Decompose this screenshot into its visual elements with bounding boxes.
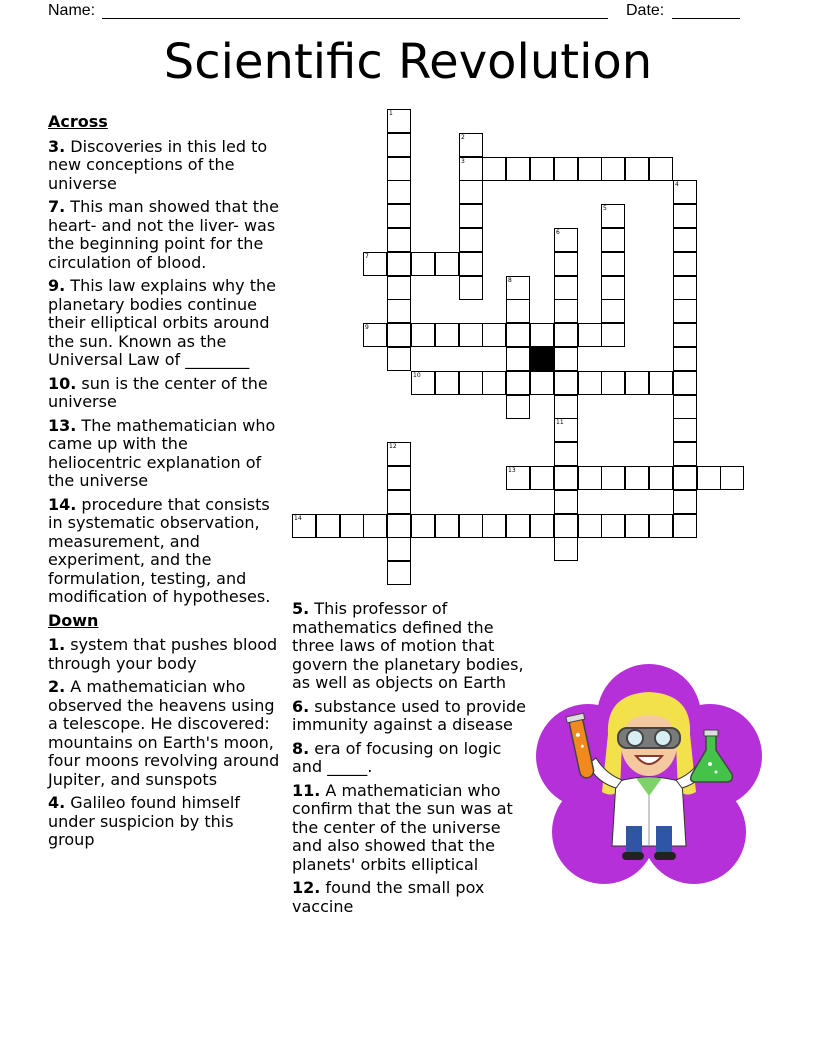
crossword-cell[interactable]: [673, 418, 697, 442]
crossword-cell[interactable]: [506, 514, 530, 538]
crossword-cell[interactable]: [554, 537, 578, 561]
crossword-cell[interactable]: [601, 157, 625, 181]
crossword-cell[interactable]: [387, 537, 411, 561]
clue-item: [48, 496, 284, 607]
crossword-cell[interactable]: [506, 299, 530, 323]
crossword-cell[interactable]: [387, 442, 411, 466]
crossword-cell[interactable]: [673, 323, 697, 347]
clue-item: [292, 879, 528, 916]
crossword-cell[interactable]: [459, 252, 483, 276]
crossword-cell[interactable]: [387, 466, 411, 490]
crossword-cell[interactable]: [578, 466, 602, 490]
crossword-cell[interactable]: [554, 157, 578, 181]
clue-text: A mathematician who observed the heavens using a telescope. He discovered: mountains on Earth's moon, four moons revolving around Jupiter, and sunspots: [48, 677, 280, 789]
crossword-cell[interactable]: [340, 514, 364, 538]
cell-number: 12: [389, 443, 397, 450]
crossword-cell[interactable]: [673, 299, 697, 323]
crossword-cell[interactable]: [601, 276, 625, 300]
clue-number: 2.: [48, 677, 66, 696]
crossword-cell[interactable]: [387, 252, 411, 276]
down-heading: Down: [48, 610, 99, 630]
clue-text: This professor of mathematics defined the three laws of motion that govern the planetary bodies, as well as objects on Earth: [292, 599, 524, 692]
clue-text: This man showed that the heart- and not the liver- was the beginning point for the circulation of blood.: [48, 197, 279, 272]
crossword-cell[interactable]: [578, 514, 602, 538]
crossword-cell[interactable]: [554, 418, 578, 442]
crossword-cell[interactable]: [673, 252, 697, 276]
cell-number: 3: [461, 158, 465, 165]
cell-number: 2: [461, 134, 465, 141]
crossword-cell[interactable]: [506, 157, 530, 181]
crossword-cell[interactable]: [387, 561, 411, 585]
crossword-cell[interactable]: [649, 514, 673, 538]
crossword-cell[interactable]: [387, 347, 411, 371]
cell-number: 4: [675, 181, 679, 188]
cell-number: 10: [413, 372, 421, 379]
crossword-cell[interactable]: [554, 466, 578, 490]
crossword-cell[interactable]: [554, 228, 578, 252]
crossword-cell[interactable]: [482, 514, 506, 538]
crossword-cell[interactable]: [506, 466, 530, 490]
scientist-girl-icon: [536, 664, 762, 890]
crossword-cell[interactable]: [411, 252, 435, 276]
crossword-cell[interactable]: [673, 442, 697, 466]
header: [48, 2, 740, 22]
clue-number: 13.: [48, 415, 77, 435]
clue-number: 8.: [292, 738, 310, 758]
cell-number: 13: [508, 467, 516, 474]
clue-number: 10.: [48, 373, 77, 393]
clue-number: 4.: [48, 793, 66, 812]
clue-text: The mathematician who came up with the heliocentric explanation of the universe: [48, 415, 276, 490]
crossword-cell[interactable]: [482, 323, 506, 347]
crossword-cell[interactable]: [554, 323, 578, 347]
crossword-cell[interactable]: [411, 371, 435, 395]
clue-text: system that pushes blood through your body: [48, 635, 278, 673]
clue-item: [292, 600, 528, 693]
cell-number: 11: [556, 419, 564, 426]
crossword-cell[interactable]: [435, 323, 459, 347]
crossword-cell[interactable]: [601, 514, 625, 538]
crossword-cell[interactable]: [387, 514, 411, 538]
clue-number: 3.: [48, 136, 66, 156]
crossword-cell[interactable]: [530, 514, 554, 538]
clue-number: 12.: [292, 878, 321, 897]
crossword-cell[interactable]: [554, 276, 578, 300]
crossword-cell[interactable]: [387, 228, 411, 252]
crossword-cell[interactable]: [459, 371, 483, 395]
crossword-cell[interactable]: [459, 228, 483, 252]
crossword-cell[interactable]: [649, 371, 673, 395]
crossword-cell[interactable]: [530, 157, 554, 181]
down-clue-list-right: [292, 600, 528, 916]
down-clue-list-left: [48, 636, 284, 850]
crossword-cell[interactable]: [554, 395, 578, 419]
crossword-cell[interactable]: [554, 442, 578, 466]
crossword-cell[interactable]: [673, 466, 697, 490]
cell-number: 6: [556, 229, 560, 236]
crossword-cell[interactable]: [673, 228, 697, 252]
crossword-cell[interactable]: [435, 252, 459, 276]
crossword-cell[interactable]: [601, 323, 625, 347]
crossword-cell[interactable]: [363, 323, 387, 347]
crossword-cell[interactable]: [387, 490, 411, 514]
crossword-cell[interactable]: [435, 514, 459, 538]
crossword-cell[interactable]: [482, 157, 506, 181]
crossword-cell[interactable]: [578, 323, 602, 347]
crossword-cell[interactable]: [554, 252, 578, 276]
clue-number: 5.: [292, 599, 310, 618]
clue-number: 1.: [48, 635, 66, 654]
clue-text: Discoveries in this led to new conceptions of the universe: [48, 136, 268, 193]
crossword-cell[interactable]: [554, 371, 578, 395]
clue-item: [48, 375, 284, 412]
crossword-cell[interactable]: [649, 466, 673, 490]
date-line[interactable]: [672, 18, 740, 19]
crossword-cell[interactable]: [387, 299, 411, 323]
crossword-cell[interactable]: [601, 228, 625, 252]
clue-text: found the small pox vaccine: [292, 878, 485, 916]
crossword-cell[interactable]: [506, 371, 530, 395]
crossword-cell[interactable]: [601, 466, 625, 490]
crossword-cell[interactable]: [411, 323, 435, 347]
cell-number: 8: [508, 277, 512, 284]
left-clue-column: [48, 113, 284, 855]
crossword-cell[interactable]: [625, 466, 649, 490]
clue-text: sun is the center of the universe: [48, 373, 268, 411]
clue-number: 9.: [48, 276, 66, 295]
crossword-cell[interactable]: [673, 371, 697, 395]
crossword-cell[interactable]: [316, 514, 340, 538]
cell-number: 5: [603, 205, 607, 212]
clue-item: [48, 794, 284, 850]
crossword-cell[interactable]: [482, 371, 506, 395]
clue-number: 11.: [292, 780, 321, 800]
clue-item: [292, 782, 528, 875]
crossword-cell[interactable]: [578, 371, 602, 395]
page-title: Scientific Revolution: [163, 34, 653, 90]
clue-item: [292, 740, 528, 777]
crossword-cell[interactable]: [363, 514, 387, 538]
clue-item: [48, 198, 284, 272]
crossword-cell[interactable]: [506, 347, 530, 371]
clue-item: [48, 636, 284, 673]
crossword-cell[interactable]: [506, 395, 530, 419]
clue-text: This law explains why the planetary bodies continue their elliptical orbits around the sun. Known as the Universal Law of ________: [48, 276, 276, 369]
crossword-cell[interactable]: [601, 204, 625, 228]
crossword-cell[interactable]: [387, 323, 411, 347]
crossword-cell[interactable]: [363, 252, 387, 276]
crossword-cell[interactable]: [601, 371, 625, 395]
clue-item: [292, 698, 528, 735]
clue-item: [48, 277, 284, 370]
middle-clue-column: [292, 600, 528, 921]
clue-item: [48, 138, 284, 194]
crossword-cell[interactable]: [506, 276, 530, 300]
crossword-cell[interactable]: [554, 347, 578, 371]
crossword-cell[interactable]: [411, 514, 435, 538]
crossword-cell[interactable]: [435, 371, 459, 395]
name-line[interactable]: [102, 18, 608, 19]
clue-text: substance used to provide immunity against a disease: [292, 696, 527, 734]
crossword-cell[interactable]: [459, 204, 483, 228]
across-clue-list: [48, 138, 284, 607]
crossword-cell[interactable]: [554, 299, 578, 323]
across-heading: Across: [48, 112, 108, 131]
crossword-cell[interactable]: [578, 157, 602, 181]
cell-number: 7: [365, 253, 369, 260]
cell-number: 9: [365, 324, 369, 331]
clue-number: 14.: [48, 494, 77, 514]
clue-text: era of focusing on logic and _____.: [292, 738, 502, 776]
date-label: Date:: [626, 2, 665, 19]
crossword-cell[interactable]: [530, 466, 554, 490]
crossword-cell[interactable]: [387, 109, 411, 133]
crossword-cell[interactable]: [459, 180, 483, 204]
crossword-cell[interactable]: [625, 157, 649, 181]
crossword-cell[interactable]: [720, 466, 744, 490]
crossword-cell[interactable]: [459, 276, 483, 300]
crossword-cell[interactable]: [459, 514, 483, 538]
crossword-cell[interactable]: [697, 466, 721, 490]
crossword-cell[interactable]: [673, 395, 697, 419]
crossword-cell[interactable]: [673, 490, 697, 514]
crossword-cell[interactable]: [387, 157, 411, 181]
crossword-black-cell: [530, 347, 554, 371]
clue-number: 7.: [48, 197, 66, 216]
crossword-cell[interactable]: [459, 323, 483, 347]
crossword-cell[interactable]: [530, 371, 554, 395]
crossword-cell[interactable]: [625, 514, 649, 538]
clue-text: Galileo found himself under suspicion by this group: [48, 793, 240, 849]
crossword-cell[interactable]: [673, 347, 697, 371]
crossword-cell[interactable]: [673, 514, 697, 538]
clue-number: 6.: [292, 696, 310, 716]
crossword-cell[interactable]: [554, 514, 578, 538]
clue-item: [48, 417, 284, 491]
clue-text: A mathematician who confirm that the sun was at the center of the universe and also showed that the planets' orbits elliptical: [292, 780, 513, 874]
crossword-cell[interactable]: [387, 276, 411, 300]
crossword-cell[interactable]: [459, 157, 483, 181]
crossword-cell[interactable]: [387, 133, 411, 157]
crossword-cell[interactable]: [673, 276, 697, 300]
clue-item: [48, 678, 284, 789]
crossword-cell[interactable]: [625, 371, 649, 395]
crossword-cell[interactable]: [506, 323, 530, 347]
crossword-cell[interactable]: [387, 204, 411, 228]
crossword-cell[interactable]: [673, 180, 697, 204]
crossword-cell[interactable]: [601, 299, 625, 323]
crossword-cell[interactable]: [530, 323, 554, 347]
clue-text: procedure that consists in systematic observation, measurement, and experiment, and the formulation, testing, and modification of hypotheses.: [48, 494, 271, 606]
crossword-cell[interactable]: [649, 157, 673, 181]
crossword-cell[interactable]: [292, 514, 316, 538]
name-label: Name:: [48, 2, 96, 19]
crossword-cell[interactable]: [601, 252, 625, 276]
crossword-cell[interactable]: [459, 133, 483, 157]
crossword-cell[interactable]: [387, 180, 411, 204]
cell-number: 14: [294, 515, 302, 522]
crossword-cell[interactable]: [673, 204, 697, 228]
crossword-cell[interactable]: [554, 490, 578, 514]
cell-number: 1: [389, 110, 393, 117]
